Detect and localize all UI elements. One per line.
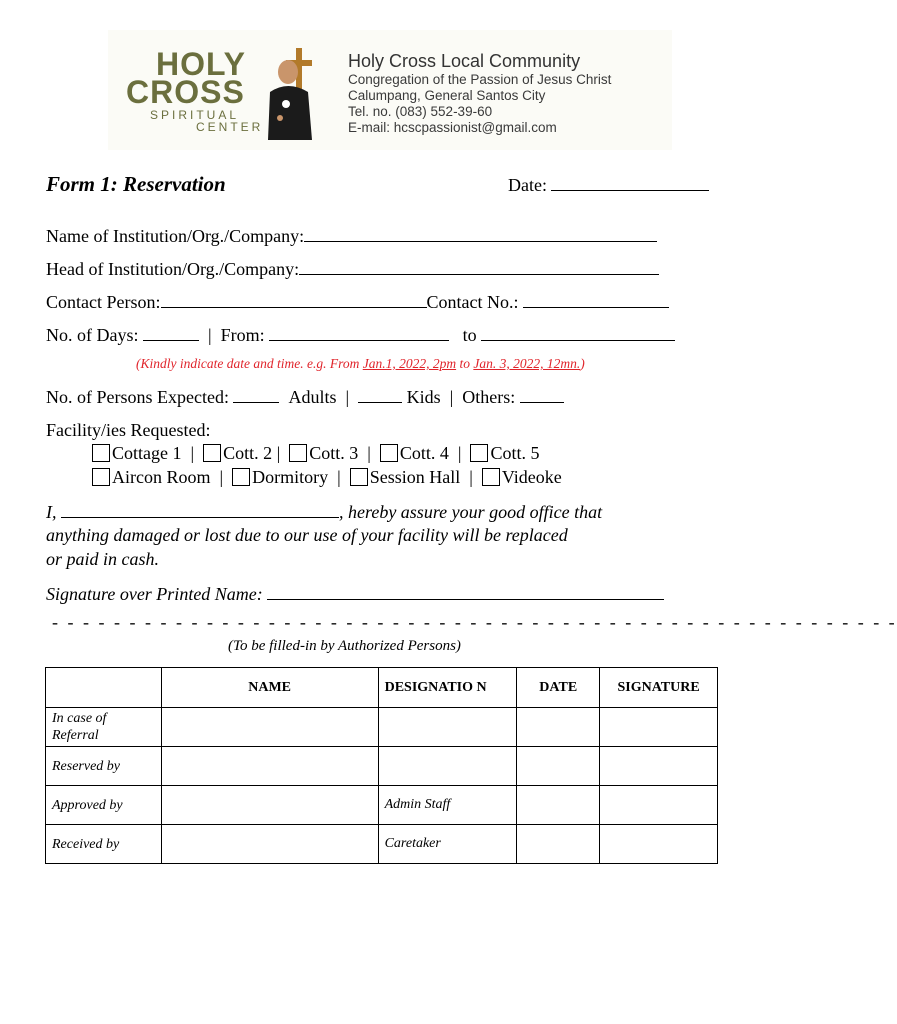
signature-label: Signature over Printed Name: bbox=[46, 584, 263, 604]
separator: | bbox=[449, 387, 454, 407]
checkbox-icon[interactable] bbox=[482, 468, 500, 486]
logo-text-center: CENTER bbox=[196, 120, 264, 134]
table-row bbox=[46, 747, 718, 786]
assurance-line-1 bbox=[46, 501, 602, 523]
checkbox-icon[interactable] bbox=[232, 468, 250, 486]
facility-label: Cott. 4 bbox=[399, 443, 449, 463]
facility-option[interactable] bbox=[232, 467, 328, 487]
facilities-row-2: Aircon Room | Dormitory | Session Hall | Videoke bbox=[92, 467, 562, 488]
note-prefix: (Kindly indicate date and time. e.g. From bbox=[136, 356, 363, 371]
facility-label: Aircon Room bbox=[112, 467, 211, 487]
facility-label: Cott. 2 bbox=[223, 443, 273, 463]
column-header-date: DATE bbox=[517, 668, 600, 708]
to-field[interactable] bbox=[481, 324, 675, 341]
letterhead bbox=[108, 30, 672, 150]
name-cell[interactable] bbox=[161, 825, 378, 864]
letterhead-contact bbox=[348, 50, 611, 136]
assurance-prefix: I, bbox=[46, 502, 57, 522]
others-label: Others: bbox=[462, 387, 516, 407]
to-label: to bbox=[462, 325, 477, 345]
adults-label: Adults bbox=[288, 387, 337, 407]
contact-no-label: Contact No.: bbox=[426, 292, 519, 312]
priest-with-cross-image bbox=[266, 48, 316, 140]
date-format-note bbox=[136, 356, 585, 372]
congregation: Congregation of the Passion of Jesus Christ bbox=[348, 72, 612, 87]
institution-name-field[interactable] bbox=[304, 225, 657, 242]
separator: | bbox=[208, 325, 212, 345]
assurance-line-2: anything damaged or lost due to our use of your facility will be replaced bbox=[46, 525, 568, 545]
checkbox-icon[interactable] bbox=[203, 444, 221, 462]
note-suffix: ) bbox=[580, 356, 585, 371]
table-row bbox=[46, 825, 718, 864]
facility-option[interactable] bbox=[380, 443, 449, 463]
date-cell[interactable] bbox=[517, 747, 600, 786]
row-label: Received by bbox=[46, 825, 162, 864]
persons-field[interactable] bbox=[233, 386, 279, 403]
persons-row bbox=[46, 386, 564, 408]
from-label: From: bbox=[220, 325, 265, 345]
date-cell[interactable] bbox=[517, 825, 600, 864]
table-row bbox=[46, 708, 718, 747]
column-header-designation: DESIGNATIO N bbox=[378, 668, 517, 708]
facility-option[interactable] bbox=[203, 443, 272, 463]
column-header-name: NAME bbox=[161, 668, 378, 708]
name-cell[interactable] bbox=[161, 786, 378, 825]
kids-label: Kids bbox=[406, 387, 441, 407]
facility-option[interactable] bbox=[350, 467, 461, 487]
institution-name-label: Name of Institution/Org./Company: bbox=[46, 226, 305, 246]
designation-cell[interactable] bbox=[378, 708, 517, 747]
signature-cell[interactable] bbox=[600, 708, 718, 747]
facility-option[interactable] bbox=[482, 467, 562, 487]
institution-name-row bbox=[46, 225, 657, 247]
date-cell[interactable] bbox=[517, 708, 600, 747]
divider-line: - - - - - - - - - - - - - - - - - - - - - - - - - - - - - - - - - - - - - - - - - - - - - - - - - - - - - - - bbox=[52, 612, 897, 632]
checkbox-icon[interactable] bbox=[380, 444, 398, 462]
address: Calumpang, General Santos City bbox=[348, 88, 546, 103]
facility-label: Dormitory bbox=[252, 467, 329, 487]
contact-person-label: Contact Person: bbox=[46, 292, 161, 312]
others-field[interactable] bbox=[520, 386, 564, 403]
days-row bbox=[46, 324, 675, 346]
date-field[interactable] bbox=[551, 174, 709, 191]
note-mid: to bbox=[456, 356, 474, 371]
telephone: Tel. no. (083) 552-39-60 bbox=[348, 104, 493, 119]
designation-cell[interactable]: Admin Staff bbox=[378, 786, 517, 825]
persons-label: No. of Persons Expected: bbox=[46, 387, 229, 407]
checkbox-icon[interactable] bbox=[350, 468, 368, 486]
table-header-row bbox=[46, 668, 718, 708]
signature-field[interactable] bbox=[267, 583, 664, 600]
logo-text-holy: HOLY bbox=[156, 46, 246, 82]
facility-option[interactable] bbox=[289, 443, 358, 463]
signature-cell[interactable] bbox=[600, 747, 718, 786]
row-label: In case of Referral bbox=[46, 708, 162, 747]
date-cell[interactable] bbox=[517, 786, 600, 825]
checkbox-icon[interactable] bbox=[470, 444, 488, 462]
contact-no-field[interactable] bbox=[523, 291, 669, 308]
facility-label: Cott. 5 bbox=[490, 443, 540, 463]
days-label: No. of Days: bbox=[46, 325, 139, 345]
note-example-to: Jan. 3, 2022, 12mn. bbox=[473, 356, 581, 371]
facility-option[interactable] bbox=[92, 443, 182, 463]
designation-cell[interactable] bbox=[378, 747, 517, 786]
facility-label: Cott. 3 bbox=[309, 443, 359, 463]
checkbox-icon[interactable] bbox=[92, 444, 110, 462]
note-example-from: Jan.1, 2022, 2pm bbox=[362, 356, 457, 371]
assurance-line-3: or paid in cash. bbox=[46, 549, 160, 569]
institution-head-row bbox=[46, 258, 659, 280]
assurance-text-1: , hereby assure your good office that bbox=[339, 502, 603, 522]
logo-text-cross: CROSS bbox=[126, 74, 245, 110]
table-row bbox=[46, 786, 718, 825]
authorized-note: (To be filled-in by Authorized Persons) bbox=[228, 638, 461, 654]
authorization-table bbox=[45, 667, 718, 864]
kids-field[interactable] bbox=[358, 386, 402, 403]
facility-option[interactable] bbox=[92, 467, 211, 487]
institution-head-label: Head of Institution/Org./Company: bbox=[46, 259, 300, 279]
assurance-name-field[interactable] bbox=[61, 501, 339, 518]
checkbox-icon[interactable] bbox=[92, 468, 110, 486]
checkbox-icon[interactable] bbox=[289, 444, 307, 462]
name-cell[interactable] bbox=[161, 708, 378, 747]
separator: | bbox=[345, 387, 350, 407]
row-label: Reserved by bbox=[46, 747, 162, 786]
column-header bbox=[46, 668, 162, 708]
signature-cell[interactable] bbox=[600, 825, 718, 864]
signature-cell[interactable] bbox=[600, 786, 718, 825]
facilities-row-1: Cottage 1 | Cott. 2 | Cott. 3 | Cott. 4 | Cott. 5 bbox=[92, 443, 540, 464]
logo-text-spiritual: SPIRITUAL bbox=[150, 108, 240, 122]
row-label: Approved by bbox=[46, 786, 162, 825]
from-field[interactable] bbox=[269, 324, 449, 341]
days-field[interactable] bbox=[143, 324, 199, 341]
designation-cell[interactable]: Caretaker bbox=[378, 825, 517, 864]
facility-option[interactable] bbox=[470, 443, 539, 463]
date-label: Date: bbox=[508, 175, 547, 195]
institution-head-field[interactable] bbox=[299, 258, 659, 275]
name-cell[interactable] bbox=[161, 747, 378, 786]
column-header-signature: SIGNATURE bbox=[600, 668, 718, 708]
form-title: Form 1: Reservation bbox=[46, 172, 226, 196]
facility-label: Session Hall bbox=[369, 467, 461, 487]
date-row bbox=[508, 174, 709, 196]
signature-row bbox=[46, 583, 664, 605]
facilities-label: Facility/ies Requested: bbox=[46, 420, 211, 440]
facility-label: Cottage 1 bbox=[112, 443, 182, 463]
email: E-mail: hcscpassionist@gmail.com bbox=[348, 120, 557, 135]
facility-label: Videoke bbox=[501, 467, 562, 487]
contact-person-field[interactable] bbox=[161, 291, 427, 308]
org-name: Holy Cross Local Community bbox=[348, 51, 581, 71]
contact-row bbox=[46, 291, 669, 313]
